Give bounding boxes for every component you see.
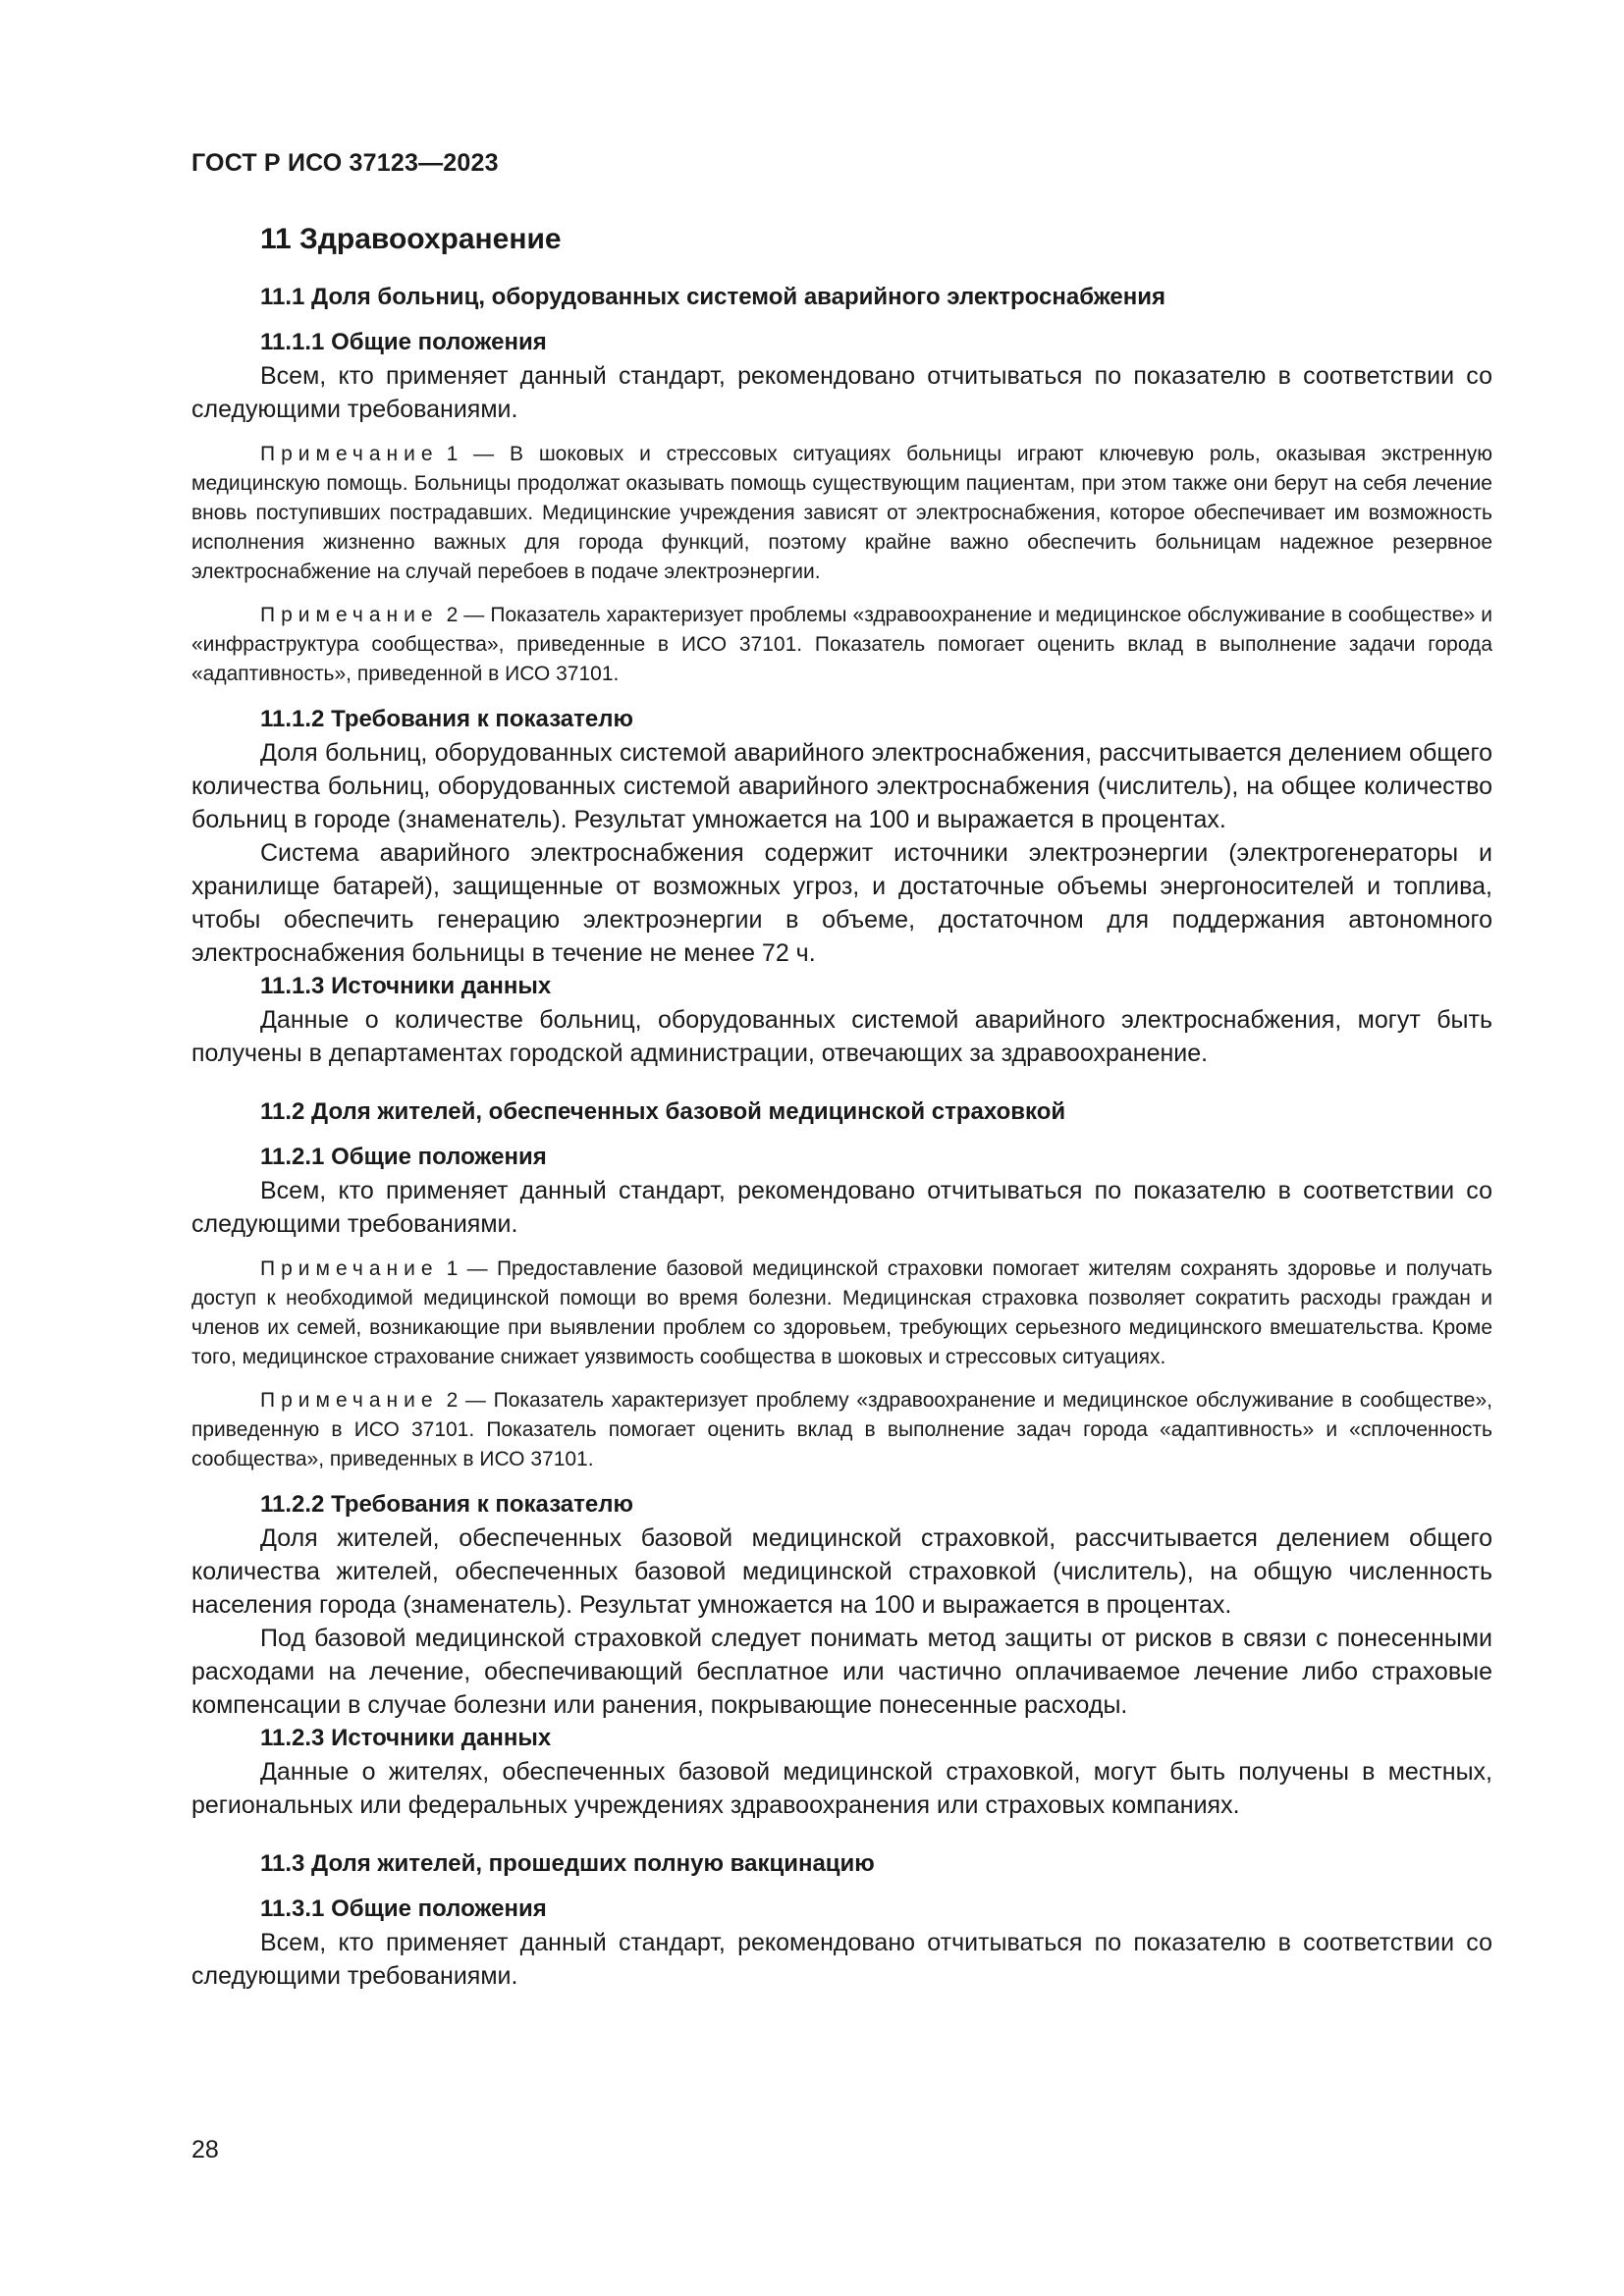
subsection-11-2 [191, 1095, 1492, 1822]
document-body [191, 222, 1492, 1993]
clause-title: 11.3.1 Общие положения [260, 1896, 547, 1922]
clause-title: 11.2.1 Общие положения [260, 1144, 547, 1170]
paragraph: Под базовой медицинской страховкой следует понимать метод защиты от рисков в связи с понесенными расходами на лечение, обеспечивающий бесплатное или частично оплачиваемое лечение либо страховые компенсации в случае болезни или ранения, покрывающие понесенные расходы. [191, 1625, 1492, 1719]
paragraph: Данные о количестве больниц, оборудованных системой аварийного электроснабжения, могут быть получены в департаментах городской администрации, отвечающих за здравоохранение. [191, 1006, 1492, 1067]
paragraph: Данные о жителях, обеспеченных базовой медицинской страховкой, могут быть получены в местных, региональных или федеральных учреждениях здравоохранения или страховых компаниях. [191, 1758, 1492, 1819]
section-title: 11 Здравоохранение [260, 223, 562, 255]
note-label: Примечание [260, 443, 439, 465]
note-label: Примечание [260, 604, 439, 626]
clause-title: 11.1.3 Источники данных [260, 973, 552, 999]
subsection-11-3 [191, 1847, 1492, 1993]
note-text: 2 — Показатель характеризует проблему «здравоохранение и медицинское обслуживание в сообществе», приведенную в ИСО 37101. Показатель помогает оценить вклад в выполнение задач города «адаптивность» и «сплоченность сообщества», приведенных в ИСО 37101. [191, 1389, 1492, 1470]
clause-title: 11.2.2 Требования к показателю [260, 1491, 633, 1518]
note [191, 601, 1492, 689]
note-text: 1 — Предоставление базовой медицинской страховки помогает жителям сохранять здоровье и получать доступ к необходимой медицинской помощи во время болезни. Медицинская страховка позволяет сократить расходы граждан и членов их семей, возникающие при выявлении проблем со здоровьем, требующих серьезного медицинского вмешательства. Кроме того, медицинское страхование снижает уязвимость сообщества в шоковых и стрессовых ситуациях. [191, 1257, 1492, 1368]
page-number: 28 [191, 2136, 219, 2163]
clause-title: 11.1.2 Требования к показателю [260, 706, 633, 732]
note-text: 2 — Показатель характеризует проблемы «здравоохранение и медицинское обслуживание в сообществе» и «инфраструктура сообщества», приведенные в ИСО 37101. Показатель помогает оценить вклад в выполнение задачи города «адаптивность», приведенной в ИСО 37101. [191, 604, 1492, 685]
paragraph: Доля жителей, обеспеченных базовой медицинской страховкой, рассчитывается делением общего количества жителей, обеспеченных базовой медицинской страховкой (числитель), на общую численность населения города (знаменатель). Результат умножается на 100 и выражается в процентах. [191, 1524, 1492, 1619]
note-text: 1 — В шоковых и стрессовых ситуациях больницы играют ключевую роль, оказывая экстренную медицинскую помощь. Больницы продолжат оказывать помощь существующим пациентам, при этом также они берут на себя лечение вновь поступивших пострадавших. Медицинские учреждения зависят от электроснабжения, которое обеспечивает им возможность исполнения жизненно важных для города функций, поэтому крайне важно обеспечить больницам надежное резервное электроснабжение на случай перебоев в подаче электроэнергии. [191, 443, 1492, 583]
subsection-11-1 [191, 281, 1492, 1070]
paragraph: Всем, кто применяет данный стандарт, рекомендовано отчитываться по показателю в соответствии со следующими требованиями. [191, 1929, 1492, 1990]
paragraph: Всем, кто применяет данный стандарт, рекомендовано отчитываться по показателю в соответствии со следующими требованиями. [191, 1177, 1492, 1238]
note [191, 1386, 1492, 1474]
note [191, 440, 1492, 587]
note-label: Примечание [260, 1389, 439, 1412]
paragraph: Система аварийного электроснабжения содержит источники электроэнергии (электрогенераторы и хранилище батарей), защищенные от возможных угроз, и достаточные объемы энергоносителей и топлива, чтобы обеспечить генерацию электроэнергии в объеме, достаточном для поддержания автономного электроснабжения больницы в течение не менее 72 ч. [191, 839, 1492, 967]
document-header: ГОСТ Р ИСО 37123—2023 [191, 149, 499, 177]
clause-title: 11.2.3 Источники данных [260, 1725, 552, 1751]
clause-title: 11.1.1 Общие положения [260, 329, 547, 355]
subsection-title: 11.1 Доля больниц, оборудованных системой аварийного электроснабжения [260, 284, 1165, 310]
paragraph: Всем, кто применяет данный стандарт, рекомендовано отчитываться по показателю в соответствии со следующими требованиями. [191, 362, 1492, 423]
subsection-title: 11.3 Доля жителей, прошедших полную вакцинацию [260, 1850, 875, 1877]
note-label: Примечание [260, 1257, 439, 1280]
subsection-title: 11.2 Доля жителей, обеспеченных базовой медицинской страховкой [260, 1098, 1066, 1125]
paragraph: Доля больниц, оборудованных системой аварийного электроснабжения, рассчитывается делением общего количества больниц, оборудованных системой аварийного электроснабжения (числитель), на общее количество больниц в городе (знаменатель). Результат умножается на 100 и выражается в процентах. [191, 739, 1492, 833]
note [191, 1255, 1492, 1372]
